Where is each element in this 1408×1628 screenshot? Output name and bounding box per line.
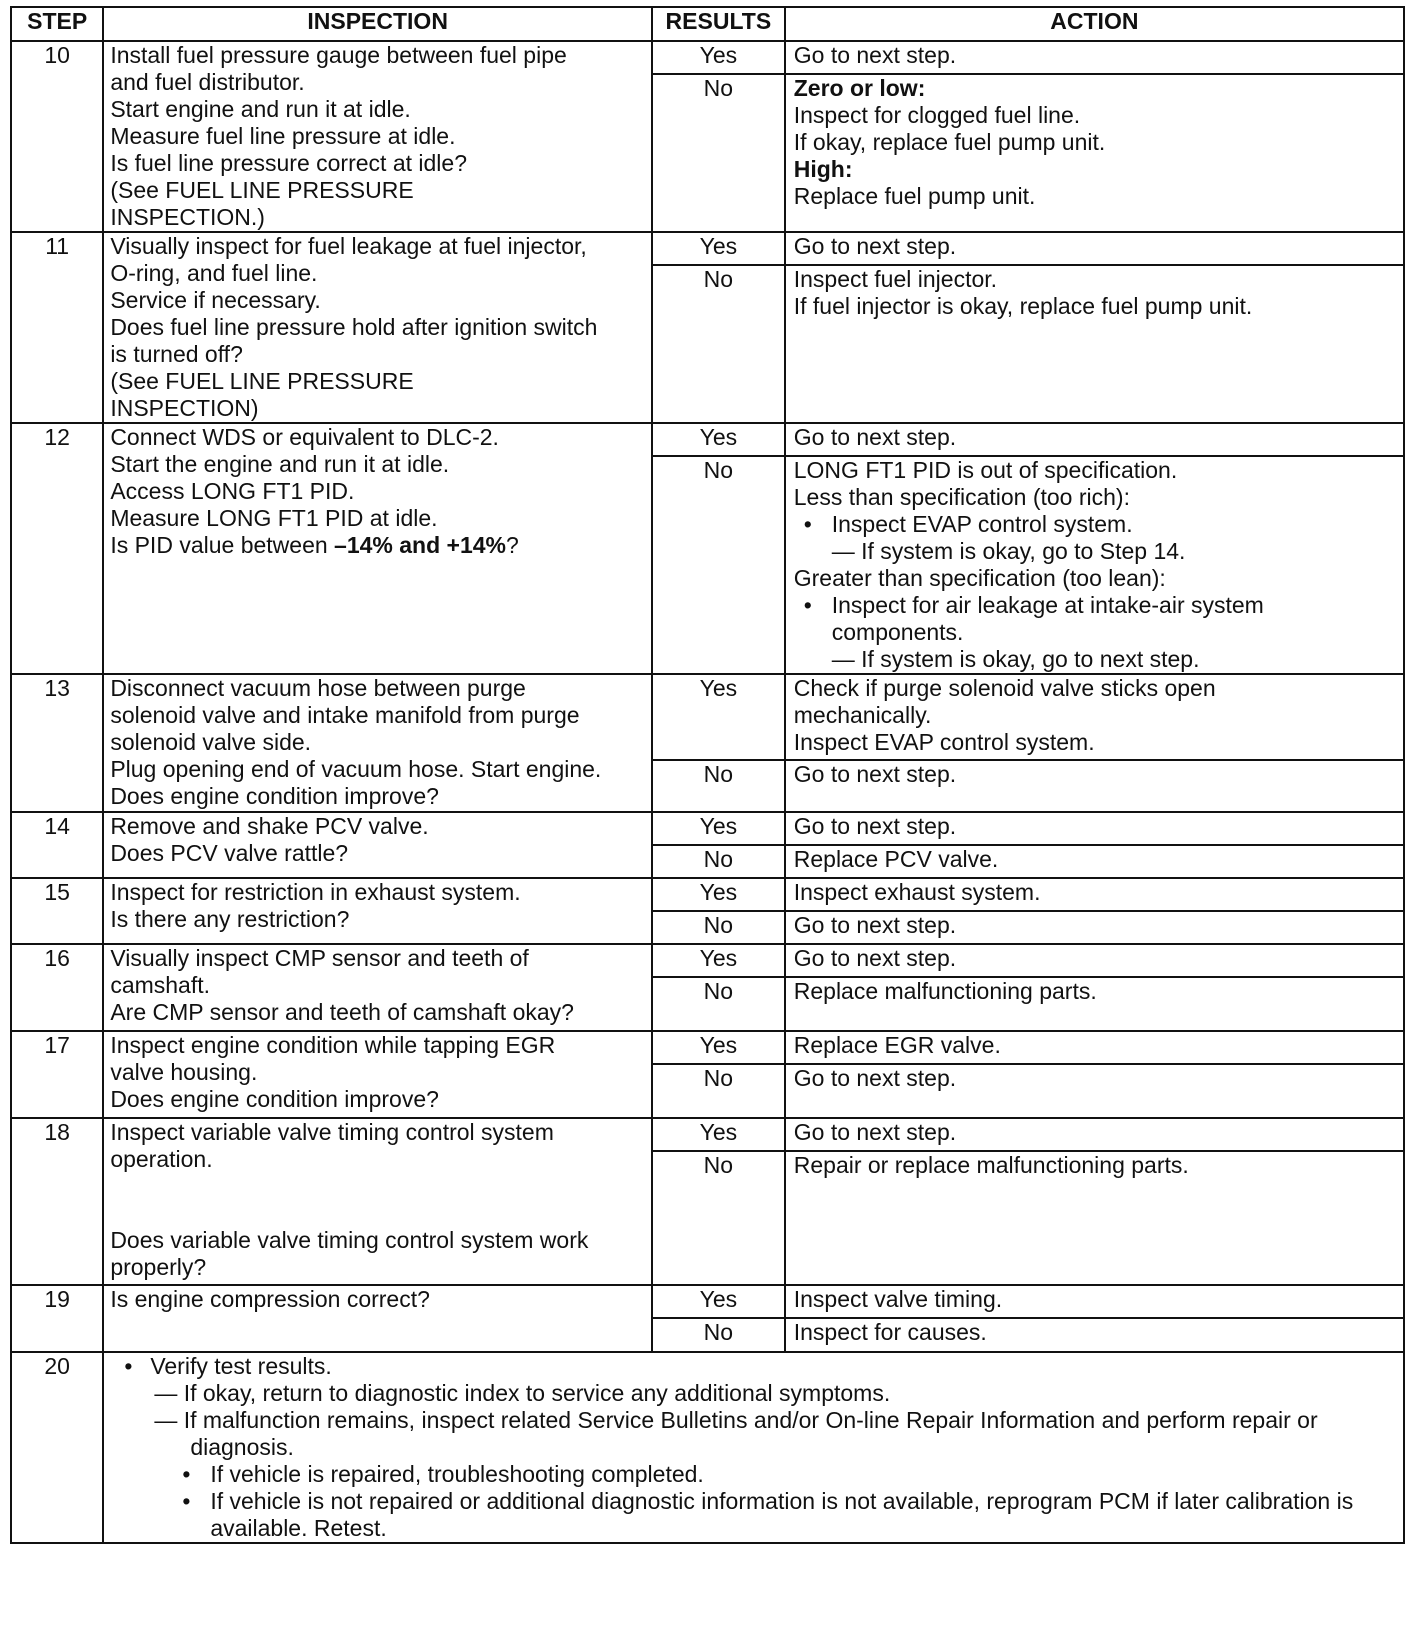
inspection-line: Measure fuel line pressure at idle. [110,123,456,149]
inspection-line: camshaft. [110,972,211,998]
result-yes: Yes [652,674,785,760]
action-no [785,1318,1404,1352]
action-yes [785,1285,1404,1318]
action-line: Replace fuel pump unit. [793,183,1036,209]
result-yes: Yes [652,423,785,456]
step20-dash: — If malfunction remains, inspect related Service Bulletins and/or On-line Repair Information and perform repair or diagnosis. [154,1407,1318,1460]
inspection-line: and fuel distributor. [110,69,305,95]
step-row-17-yes [11,1031,1404,1064]
action-no [785,977,1404,1031]
action-line: Inspect exhaust system. [793,879,1041,905]
inspection-line: Does PCV valve rattle? [110,840,349,866]
step-number: 14 [11,812,103,878]
action-line: Greater than specification (too lean): [793,565,1166,591]
result-no: No [652,977,785,1031]
inspection-line: Inspect engine condition while tapping EGR [110,1032,556,1058]
inspection-line: solenoid valve side. [110,729,312,755]
action-dash: — If system is okay, go to Step 14. [831,538,1186,564]
step-number: 16 [11,944,103,1031]
action-line: Go to next step. [793,1119,957,1145]
result-no: No [652,760,785,812]
step-row-20 [11,1352,1404,1543]
inspection-cell [103,674,652,812]
inspection-cell [103,232,652,423]
inspection-line: Access LONG FT1 PID. [110,478,355,504]
action-heading: Zero or low: [793,75,926,101]
inspection-line: Inspect for restriction in exhaust system. [110,879,521,905]
diagnostic-table [10,6,1405,1544]
inspection-cell [103,1031,652,1118]
inspection-cell [103,423,652,674]
inspection-line: (See FUEL LINE PRESSURE [110,177,414,203]
inspection-line: Does engine condition improve? [110,1086,439,1112]
inspection-cell [103,812,652,878]
inspection-cell [103,878,652,944]
action-yes [785,1031,1404,1064]
result-yes: Yes [652,944,785,977]
action-yes [785,812,1404,845]
step-row-10-yes [11,41,1404,74]
inspection-line: Install fuel pressure gauge between fuel pipe [110,42,567,68]
header-step: STEP [11,7,103,41]
result-no: No [652,456,785,674]
inspection-spacer [110,1200,645,1227]
result-no: No [652,265,785,423]
action-heading: High: [793,156,853,182]
action-yes [785,1118,1404,1151]
action-line: Go to next step. [793,1065,957,1091]
step-number: 19 [11,1285,103,1352]
action-line: mechanically. [793,702,932,728]
inspection-line: Visually inspect CMP sensor and teeth of [110,945,529,971]
step-row-19-yes [11,1285,1404,1318]
inspection-line: Remove and shake PCV valve. [110,813,429,839]
pid-range: –14% and +14% [334,532,507,558]
header-results: RESULTS [652,7,785,41]
inspection-line: is turned off? [110,341,243,367]
result-no: No [652,1151,785,1285]
action-line: Inspect valve timing. [793,1286,1003,1312]
inspection-cell [103,944,652,1031]
action-line: Inspect EVAP control system. [793,729,1095,755]
inspection-line: Are CMP sensor and teeth of camshaft okay? [110,999,574,1025]
result-yes: Yes [652,1031,785,1064]
result-no: No [652,911,785,944]
inspection-cell [103,41,652,232]
step-number: 13 [11,674,103,812]
action-line: Check if purge solenoid valve sticks open [793,675,1216,701]
inspection-line: Does variable valve timing control system work [110,1227,589,1253]
question-text: Is PID value between [110,532,335,558]
step-row-16-yes [11,944,1404,977]
action-line: Inspect fuel injector. [793,266,998,292]
action-bullet: • Inspect for air leakage at intake-air system [794,592,1395,619]
inspection-line: Does engine condition improve? [110,783,439,809]
step-number: 11 [11,232,103,423]
action-line: Inspect for clogged fuel line. [793,102,1081,128]
step-row-18-yes [11,1118,1404,1151]
action-line: Replace malfunctioning parts. [793,978,1097,1004]
result-yes: Yes [652,812,785,845]
inspection-line: Inspect variable valve timing control system [110,1119,554,1145]
result-yes: Yes [652,232,785,265]
header-action: ACTION [785,7,1404,41]
action-line: Inspect for causes. [793,1319,987,1345]
inspection-cell [103,1285,652,1352]
inspection-line: Is there any restriction? [110,906,350,932]
inspection-line: Does fuel line pressure hold after ignition switch [110,314,598,340]
step-row-14-yes [11,812,1404,845]
action-yes [785,674,1404,760]
inspection-line: Disconnect vacuum hose between purge [110,675,526,701]
result-yes: Yes [652,878,785,911]
diagnostic-table-page [10,6,1405,1611]
step-row-15-yes [11,878,1404,911]
step-row-13-yes [11,674,1404,760]
inspection-line: solenoid valve and intake manifold from purge [110,702,580,728]
action-yes [785,423,1404,456]
step-number: 20 [11,1352,103,1543]
action-no [785,1151,1404,1285]
result-no: No [652,845,785,878]
inspection-line: Measure LONG FT1 PID at idle. [110,505,438,531]
header-row [11,7,1404,41]
action-dash: — If system is okay, go to next step. [831,646,1200,672]
step-row-11-yes [11,232,1404,265]
action-no [785,911,1404,944]
step-number: 12 [11,423,103,674]
inspection-line: INSPECTION) [110,395,259,421]
action-yes [785,878,1404,911]
action-line: Less than specification (too rich): [793,484,1130,510]
inspection-line: Connect WDS or equivalent to DLC-2. [110,424,499,450]
result-yes: Yes [652,41,785,74]
action-yes [785,232,1404,265]
step-number: 10 [11,41,103,232]
action-line: Go to next step. [793,813,957,839]
inspection-line: Service if necessary. [110,287,321,313]
step20-bullet: • Verify test results. [114,1353,1393,1380]
inspection-line: Visually inspect for fuel leakage at fuel injector, [110,233,587,259]
inspection-line: Start engine and run it at idle. [110,96,411,122]
action-line: If okay, replace fuel pump unit. [793,129,1106,155]
action-no [785,456,1404,674]
step-number: 18 [11,1118,103,1285]
action-no [785,265,1404,423]
question-mark: ? [506,532,519,558]
inspection-line: valve housing. [110,1059,258,1085]
inspection-line: INSPECTION.) [110,204,265,230]
inspection-line: Start the engine and run it at idle. [110,451,450,477]
inspection-line: (See FUEL LINE PRESSURE [110,368,414,394]
step20-dash: — If okay, return to diagnostic index to service any additional symptoms. [154,1380,891,1406]
step-row-12-yes [11,423,1404,456]
action-line: LONG FT1 PID is out of specification. [793,457,1178,483]
action-line: If fuel injector is okay, replace fuel pump unit. [793,293,1253,319]
action-no [785,760,1404,812]
inspection-question [110,532,645,559]
action-bullet-cont: components. [831,619,964,645]
action-line: Go to next step. [793,233,957,259]
inspection-line: Is engine compression correct? [110,1286,430,1312]
action-no [785,74,1404,232]
inspection-spacer [110,1173,645,1200]
step-number: 15 [11,878,103,944]
inspection-line: Is fuel line pressure correct at idle? [110,150,467,176]
action-line: Go to next step. [793,42,957,68]
step-number: 17 [11,1031,103,1118]
action-no [785,845,1404,878]
table-body [11,41,1404,1543]
action-yes [785,41,1404,74]
step20-subbullet: • If vehicle is repaired, troubleshooting completed. [114,1461,1393,1488]
result-yes: Yes [652,1285,785,1318]
action-yes [785,944,1404,977]
result-yes: Yes [652,1118,785,1151]
result-no: No [652,1064,785,1118]
inspection-line: operation. [110,1146,213,1172]
action-line: Go to next step. [793,945,957,971]
step20-subbullet: • If vehicle is not repaired or additional diagnostic information is not available, reprogram PCM if later calibration is available. Retest. [114,1488,1393,1542]
inspection-line: Plug opening end of vacuum hose. Start engine. [110,756,602,782]
action-line: Go to next step. [793,761,957,787]
result-no: No [652,1318,785,1352]
action-line: Replace EGR valve. [793,1032,1001,1058]
action-bullet: • Inspect EVAP control system. [794,511,1395,538]
inspection-line: properly? [110,1254,207,1280]
action-line: Replace PCV valve. [793,846,999,872]
header-inspection: INSPECTION [103,7,652,41]
result-no: No [652,74,785,232]
inspection-line: O-ring, and fuel line. [110,260,318,286]
action-no [785,1064,1404,1118]
inspection-cell [103,1118,652,1285]
action-line: Repair or replace malfunctioning parts. [793,1152,1189,1178]
step20-content [103,1352,1404,1543]
action-line: Go to next step. [793,912,957,938]
action-line: Go to next step. [793,424,957,450]
